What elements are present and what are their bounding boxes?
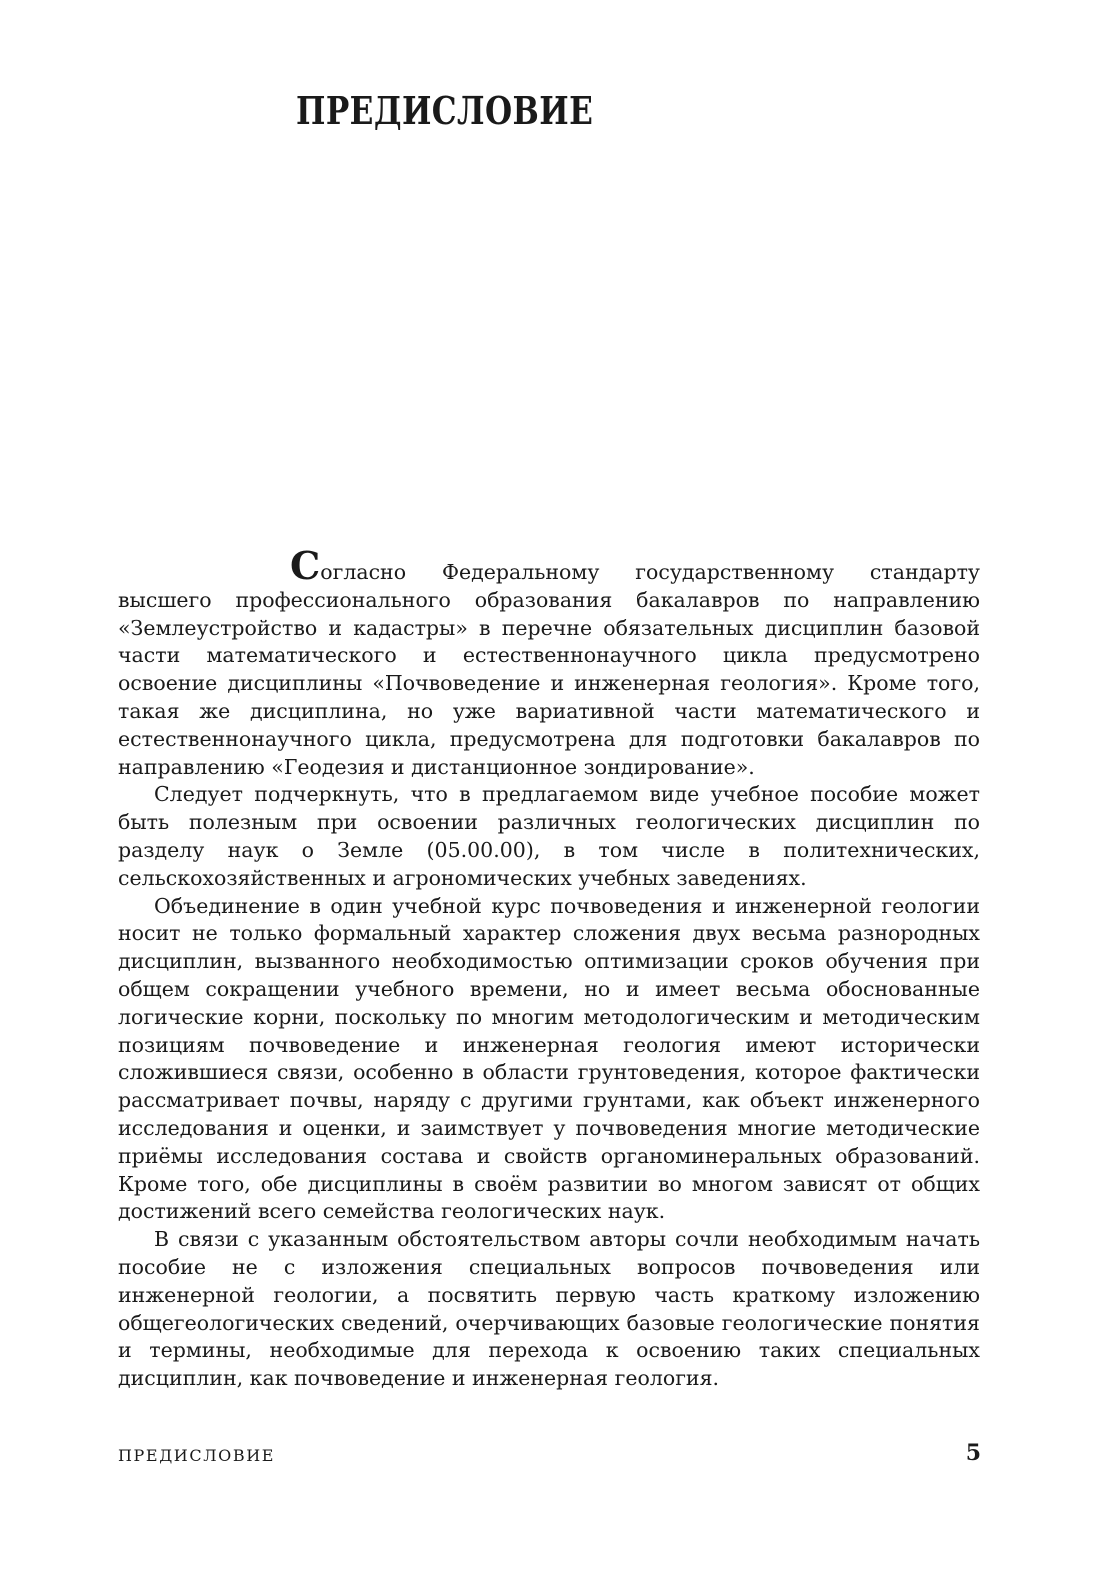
- intro-text: огласно Федеральному государственному стандарту высшего профессионального образования бакалавров по направлению «Землеустройство и кадастры» в перечне обязательных дисциплин базовой части математического и естественнонаучного цикла предусмотрено освоение дисциплины «Почвоведение и инженерная геология». Кроме того, такая же дисциплина, но уже вариативной части математического и естественнонаучного цикла, предусмотрена для подготовки бакалавров по направлению «Геодезия и дистанционное зондирование».: [118, 560, 980, 779]
- paragraph: Объединение в один учебной курс почвоведения и инженерной геологии носит не только формальный характер сложения двух весьма разнородных дисциплин, вызванного необходимостью оптимизации сроков обучения при общем сокращении учебного времени, но и имеет весьма обоснованные логические корни, поскольку по многим методологическим и методическим позициям почвоведение и инженерная геология имеют исторически сложившиеся связи, особенно в области грунтоведения, которое фактически рассматривает почвы, наряду с другими грунтами, как объект инженерного исследования и оценки, и заимствует у почвоведения многие методические приёмы исследования состава и свойств органоминеральных образований. Кроме того, обе дисциплины в своём развитии во многом зависят от общих достижений всего семейства геологических наук.: [118, 893, 980, 1224]
- body-text: [118, 543, 980, 1393]
- running-footer-title: ПРЕДИСЛОВИЕ: [118, 1446, 276, 1465]
- page-number: 5: [965, 1440, 981, 1466]
- paragraph: В связи с указанным обстоятельством авторы сочли необходимым начать пособие не с изложения специальных вопросов почвоведения или инженерной геологии, а посвятить первую часть краткому изложению общегеологических сведений, очерчивающих базовые геологические понятия и термины, необходимые для перехода к освоению таких специальных дисциплин, как почвоведение и инженерная геология.: [118, 1227, 980, 1391]
- paragraph: Следует подчеркнуть, что в предлагаемом виде учебное пособие может быть полезным при освоении различных геологических дисциплин по разделу наук о Земле (05.00.00), в том числе в политехнических, сельскохозяйственных и агрономических учебных заведениях.: [118, 782, 980, 890]
- page-title: ПРЕДИСЛОВИЕ: [296, 88, 594, 133]
- drop-cap: С: [290, 543, 321, 588]
- intro-paragraph: [118, 543, 980, 781]
